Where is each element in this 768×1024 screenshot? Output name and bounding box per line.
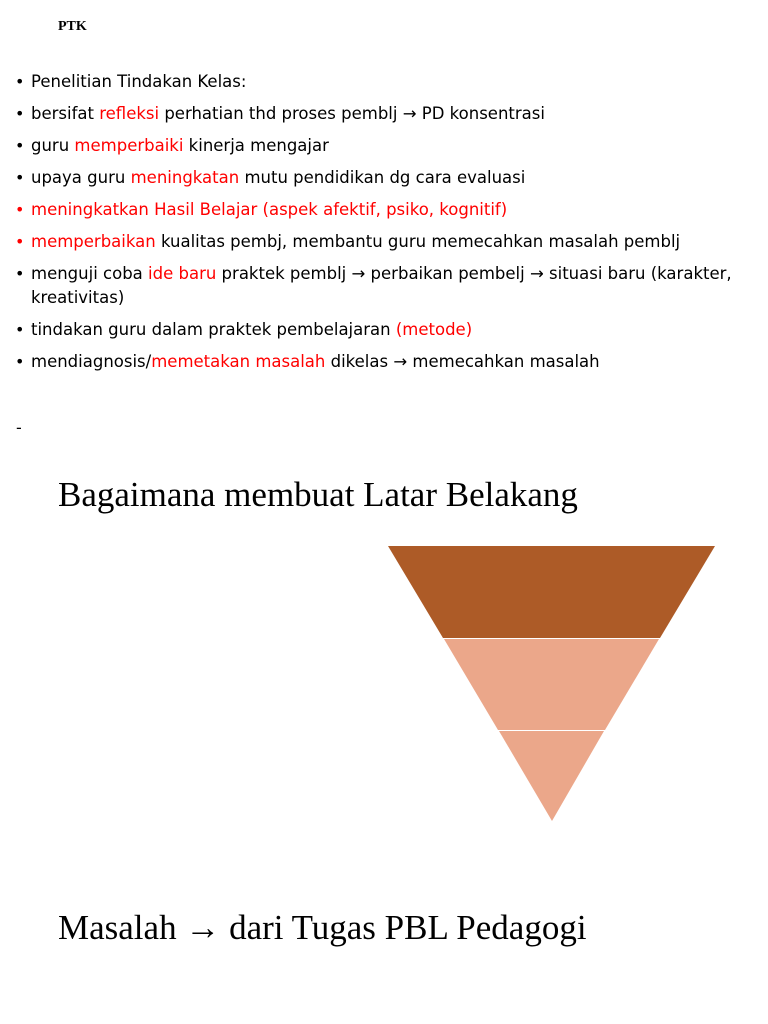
bullet-text: perhatian thd proses pemblj → PD konsentrasi: [159, 104, 545, 123]
bullet-text: dikelas → memecahkan masalah: [325, 352, 600, 371]
funnel-segment-bottom: [499, 731, 604, 821]
bullet-item: [15, 166, 755, 190]
heading-masalah: Masalah → dari Tugas PBL Pedagogi: [58, 908, 587, 947]
bullet-text: mutu pendidikan dg cara evaluasi: [239, 168, 526, 187]
bullet-item: [15, 70, 755, 94]
bullet-text: bersifat: [31, 104, 100, 123]
bullet-item: [15, 262, 755, 310]
bullet-dot: •: [15, 104, 25, 123]
bullet-dot: •: [15, 136, 25, 155]
funnel-segment-top: [388, 546, 715, 638]
bullet-item: [15, 198, 755, 222]
bullet-text: tindakan guru dalam praktek pembelajaran: [31, 320, 396, 339]
funnel-segment-middle: [444, 639, 659, 730]
ptk-bullet-list: [15, 70, 755, 382]
heading-latar-belakang: Bagaimana membuat Latar Belakang: [58, 475, 578, 514]
bullet-text: kualitas pembj, membantu guru memecahkan masalah pemblj: [155, 232, 681, 251]
bullet-item: [15, 230, 755, 254]
highlight-text: (metode): [395, 320, 473, 339]
bullet-text: upaya guru: [31, 168, 131, 187]
funnel-diagram: [388, 546, 718, 826]
highlight-text: meningkatan: [130, 168, 240, 187]
bullet-dot: •: [15, 72, 25, 91]
ptk-label: PTK: [58, 19, 87, 34]
highlight-text: ide baru: [148, 264, 217, 283]
bullet-item: [15, 102, 755, 126]
highlight-text: memetakan masalah: [151, 352, 326, 371]
bullet-dot: •: [15, 232, 25, 251]
highlight-text: memperbaikan: [31, 232, 156, 251]
bullet-dot: •: [15, 352, 25, 371]
bullet-text: guru: [31, 136, 75, 155]
bullet-text: praktek pemblj → perbaikan pembelj → situasi baru (karakter, kreativitas): [31, 264, 732, 307]
bullet-item: [15, 134, 755, 158]
bullet-text: Penelitian Tindakan Kelas:: [31, 72, 247, 91]
bullet-dot: •: [15, 264, 25, 283]
bullet-dot: •: [15, 200, 25, 219]
bullet-dot: •: [15, 320, 25, 339]
dash-marker: -: [16, 418, 22, 437]
bullet-item: [15, 318, 755, 342]
bullet-item: [15, 350, 755, 374]
bullet-dot: •: [15, 168, 25, 187]
bullet-text: mendiagnosis/: [31, 352, 152, 371]
highlight-text: meningkatkan Hasil Belajar (aspek afektif, psiko, kognitif): [31, 200, 508, 219]
bullet-text: kinerja mengajar: [183, 136, 329, 155]
highlight-text: memperbaiki: [74, 136, 184, 155]
highlight-text: refleksi: [99, 104, 160, 123]
bullet-text: menguji coba: [31, 264, 149, 283]
